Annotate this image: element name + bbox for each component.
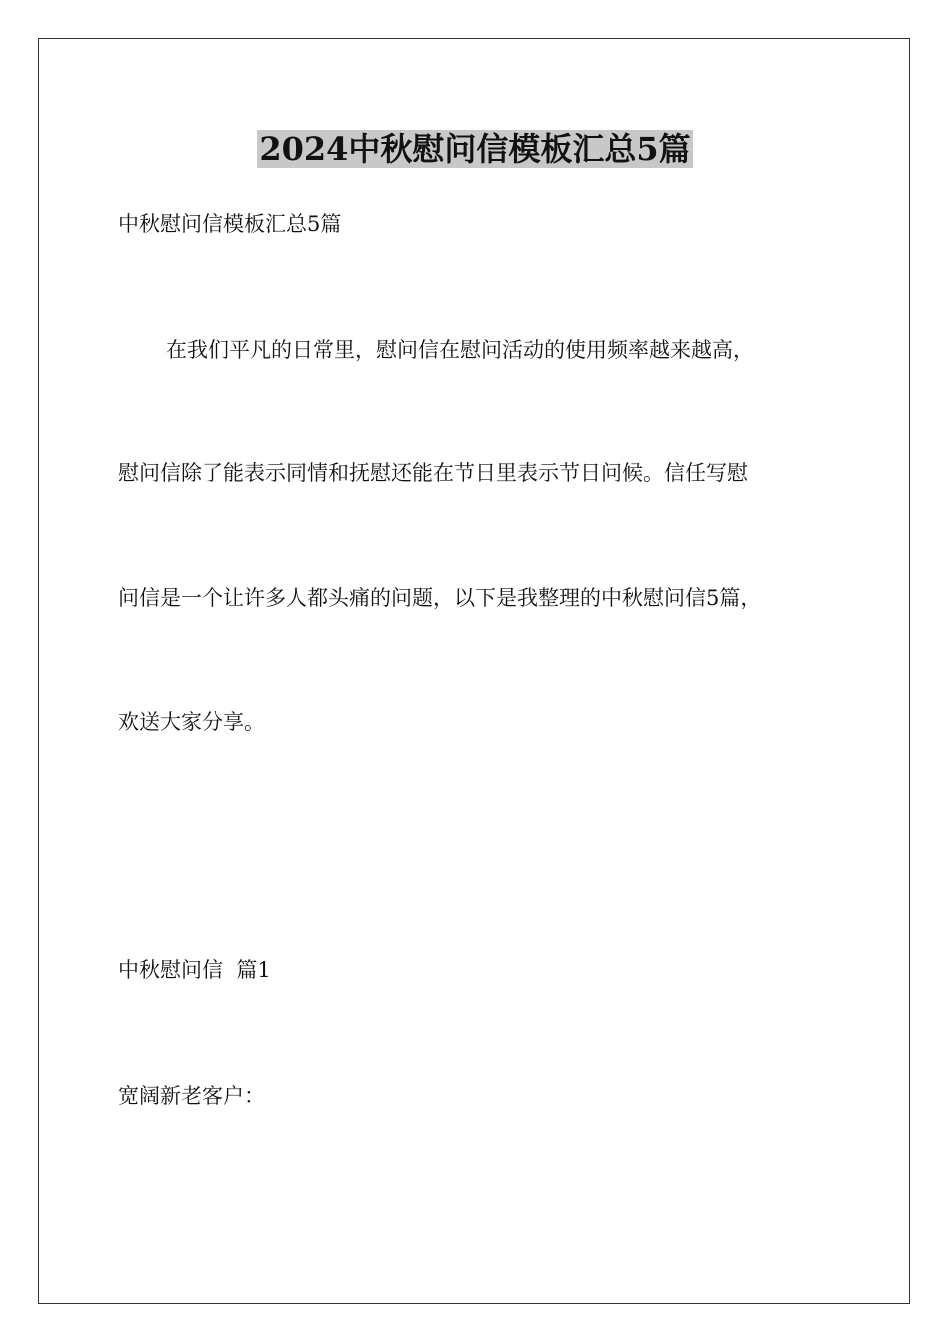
intro-line-1: 在我们平凡的日常里，慰问信在慰问活动的使用频率越来越高， bbox=[166, 338, 754, 362]
document-subtitle: 中秋慰问信模板汇总5篇 bbox=[118, 212, 342, 236]
document-title-text: 2024中秋慰问信模板汇总5篇 bbox=[259, 130, 691, 168]
intro-line-2: 慰问信除了能表示同情和抚慰还能在节日里表示节日问候。信任写慰 bbox=[118, 461, 748, 485]
document-title bbox=[0, 128, 950, 170]
intro-line-4: 欢送大家分享。 bbox=[118, 710, 265, 734]
intro-line-3: 问信是一个让许多人都头痛的问题，以下是我整理的中秋慰问信5篇， bbox=[118, 586, 762, 610]
section-heading: 中秋慰问信 篇1 bbox=[118, 958, 271, 982]
salutation: 宽阔新老客户： bbox=[118, 1084, 265, 1108]
